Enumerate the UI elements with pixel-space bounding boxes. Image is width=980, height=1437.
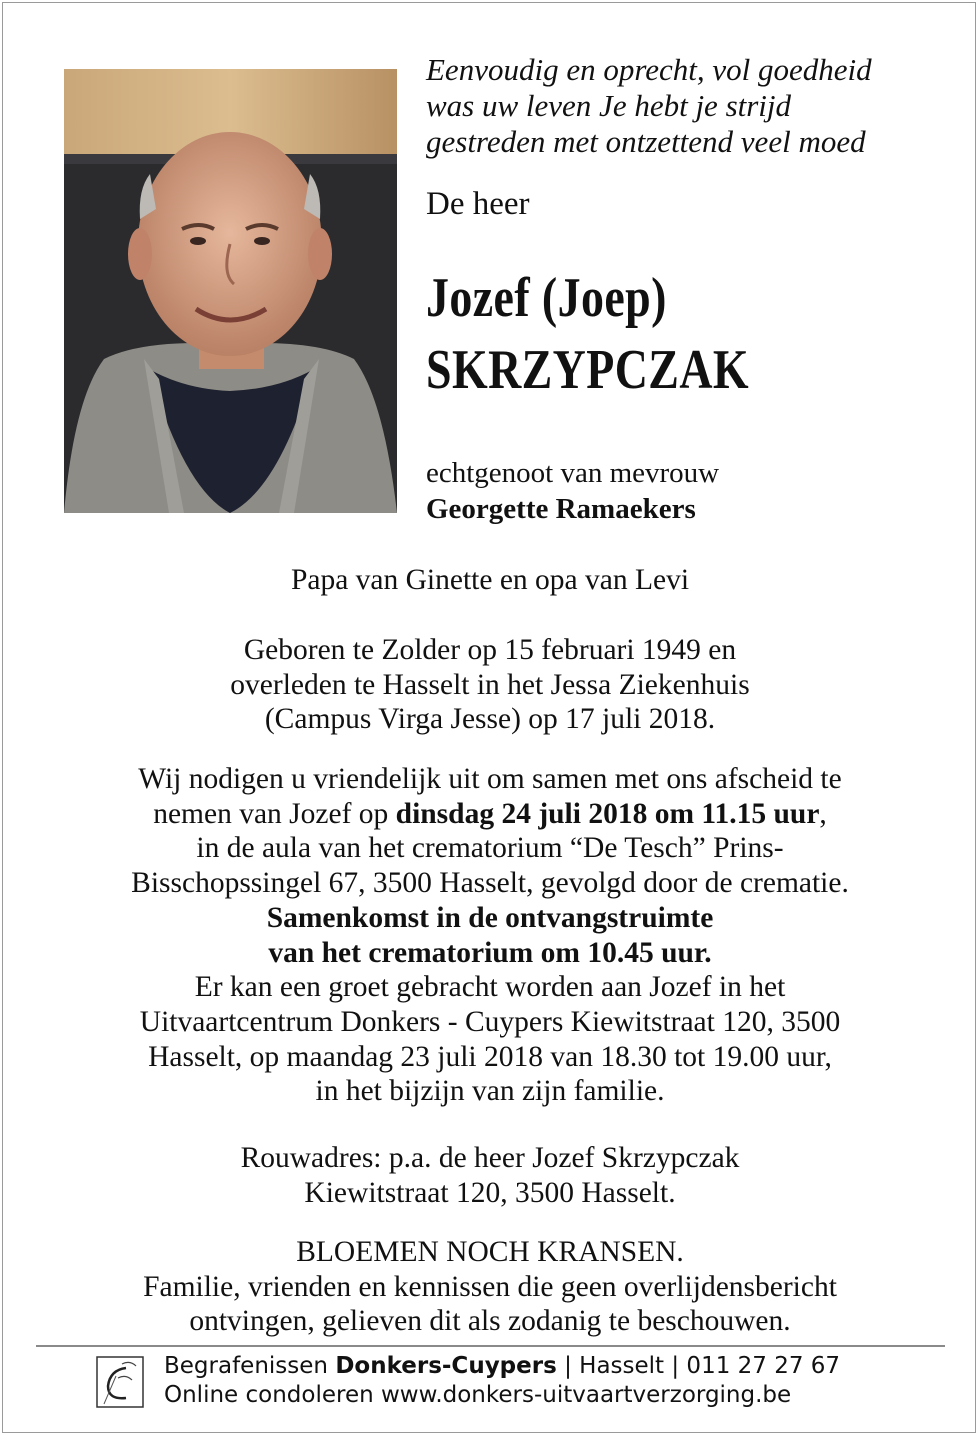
closing-line: BLOEMEN NOCH KRANSEN.: [296, 1236, 684, 1268]
ceremony-line: Uitvaartcentrum Donkers - Cuypers Kiewitstraat 120, 3500: [139, 1005, 841, 1038]
birth-death-block: [30, 633, 950, 737]
birth-line: (Campus Virga Jesse) op 17 juli 2018.: [264, 703, 716, 736]
portrait-illustration: [64, 69, 397, 513]
ceremony-line: [30, 797, 950, 832]
footer-contact: | Hasselt | 011 27 27 67: [556, 1353, 841, 1379]
closing-line: Familie, vrienden en kennissen die geen overlijdensbericht: [143, 1270, 837, 1303]
ceremony-line: Hasselt, op maandag 23 juli 2018 van 18.30 tot 19.00 uur,: [148, 1040, 832, 1073]
closing-line: ontvingen, gelieven dit als zodanig te beschouwen.: [189, 1305, 791, 1338]
gathering-line: [30, 901, 950, 936]
gathering-text: van het crematorium om 10.45 uur.: [268, 936, 712, 969]
ceremony-line: in de aula van het crematorium “De Tesch” Prins-: [196, 832, 784, 865]
spouse-block: [426, 455, 719, 527]
family-line: Papa van Ginette en opa van Levi: [290, 564, 690, 596]
condolence-link[interactable]: Online condoleren www.donkers-uitvaartverzorging.be: [164, 1382, 792, 1408]
deceased-surname: SKRZYPCZAK: [426, 339, 750, 401]
birth-line: Geboren te Zolder op 15 februari 1949 en: [243, 634, 737, 666]
funeral-home-logo-icon: [96, 1356, 144, 1408]
ceremony-line: in het bijzijn van zijn familie.: [315, 1075, 665, 1108]
spouse-intro: echtgenoot van mevrouw: [426, 457, 720, 489]
poem-line: Eenvoudig en oprecht, vol goedheid: [426, 52, 872, 87]
gathering-line: [30, 936, 950, 971]
funeral-home-footer: [164, 1352, 840, 1410]
deceased-first-name: Jozef (Joep): [426, 267, 667, 329]
poem-quote: [426, 52, 946, 160]
ceremony-block: [30, 762, 950, 1109]
closing-block: [30, 1235, 950, 1339]
birth-line: overleden te Hasselt in het Jessa Ziekenhuis: [230, 668, 750, 701]
poem-line: gestreden met ontzettend veel moed: [426, 124, 866, 159]
footer-text: Begrafenissen: [164, 1353, 336, 1379]
ceremony-line: Er kan een groet gebracht worden aan Jozef in het: [194, 971, 786, 1004]
ceremony-text: ,: [819, 797, 827, 830]
company-name: Donkers-Cuypers: [335, 1353, 557, 1379]
gathering-text: Samenkomst in de ontvangstruimte: [266, 901, 714, 934]
address-line: Kiewitstraat 120, 3500 Hasselt.: [304, 1176, 676, 1209]
ceremony-date: dinsdag 24 juli 2018 om 11.15 uur: [395, 797, 820, 830]
address-line: Rouwadres: p.a. de heer Jozef Skrzypczak: [240, 1142, 740, 1174]
honorific: De heer: [426, 186, 530, 222]
portrait-photo: [64, 69, 397, 513]
ceremony-line: Wij nodigen u vriendelijk uit om samen met ons afscheid te: [138, 763, 842, 795]
footer-divider: [36, 1345, 945, 1347]
spouse-name: Georgette Ramaekers: [426, 493, 696, 525]
ceremony-text: nemen van Jozef op: [153, 797, 396, 830]
footer-line: [164, 1352, 840, 1381]
ceremony-line: Bisschopssingel 67, 3500 Hasselt, gevolgd door de crematie.: [131, 867, 849, 900]
mourning-address: [30, 1141, 950, 1210]
poem-line: was uw leven Je hebt je strijd: [426, 88, 792, 123]
